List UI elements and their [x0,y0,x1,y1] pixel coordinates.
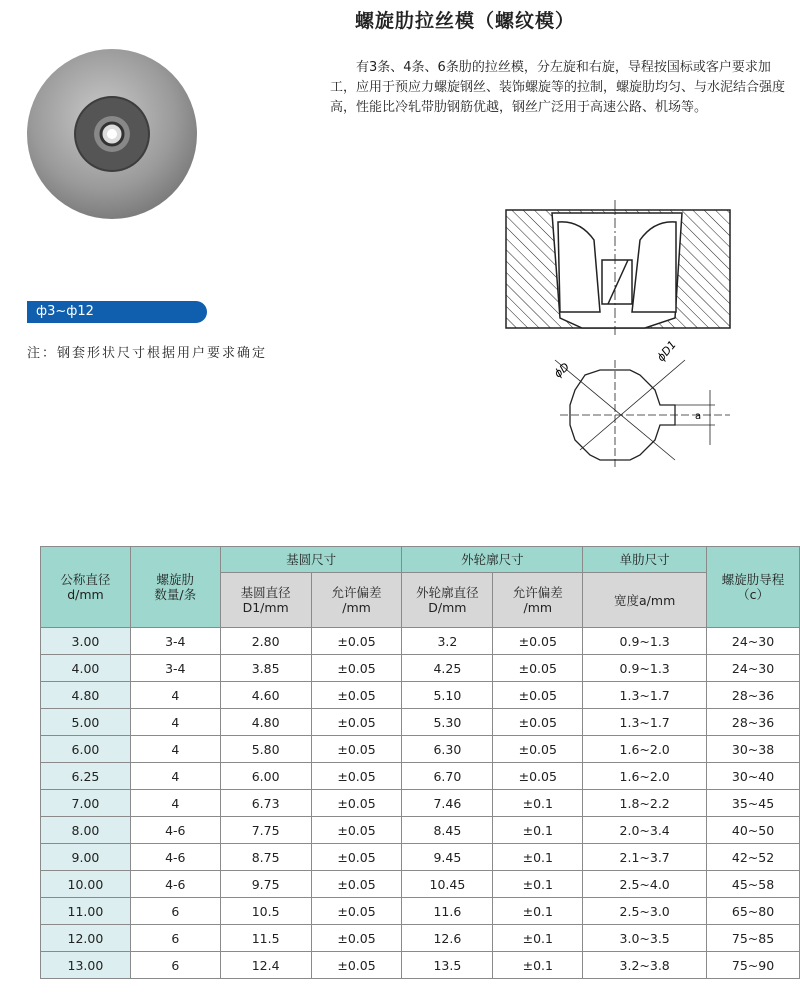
technical-drawing [490,200,740,470]
table-cell: 10.00 [41,871,131,898]
table-cell: ±0.05 [311,790,402,817]
table-cell: ±0.05 [311,628,402,655]
table-row [41,628,800,655]
table-row [41,709,800,736]
spec-table [40,546,800,979]
table-cell: ±0.05 [311,736,402,763]
table-cell: 12.6 [402,925,493,952]
table-cell: ±0.05 [493,709,583,736]
table-cell: 4 [130,709,220,736]
table-cell: 4-6 [130,871,220,898]
table-cell: 42~52 [707,844,800,871]
table-cell: 13.5 [402,952,493,979]
table-cell: 5.30 [402,709,493,736]
header-nominal-diameter: 公称直径 d/mm [41,547,131,628]
table-cell: 4 [130,763,220,790]
die-cross-section [506,200,730,335]
table-cell: 3.85 [220,655,311,682]
table-cell: ±0.1 [493,871,583,898]
table-cell: 3.2 [402,628,493,655]
table-cell: ±0.1 [493,925,583,952]
table-cell: 5.10 [402,682,493,709]
table-cell: 28~36 [707,709,800,736]
table-cell: ±0.05 [311,655,402,682]
table-row [41,844,800,871]
table-cell: 2.80 [220,628,311,655]
table-cell: 0.9~1.3 [583,655,707,682]
table-cell: 3-4 [130,655,220,682]
table-cell: 4-6 [130,844,220,871]
table-cell: 7.75 [220,817,311,844]
die-photo [25,48,200,223]
table-cell: 2.1~3.7 [583,844,707,871]
table-cell: ±0.05 [493,628,583,655]
table-cell: 6 [130,898,220,925]
table-row [41,763,800,790]
table-cell: 2.0~3.4 [583,817,707,844]
table-cell: 9.00 [41,844,131,871]
table-cell: 24~30 [707,628,800,655]
header-lead: 螺旋肋导程 （c） [707,547,800,628]
table-cell: 0.9~1.3 [583,628,707,655]
table-cell: 6.25 [41,763,131,790]
table-cell: 9.75 [220,871,311,898]
table-cell: ±0.1 [493,790,583,817]
header-outer-tolerance: 允许偏差 /mm [493,573,583,628]
table-cell: 6.00 [41,736,131,763]
table-row [41,898,800,925]
header-rib-count: 螺旋肋 数量/条 [130,547,220,628]
table-cell: 3.0~3.5 [583,925,707,952]
table-cell: 10.5 [220,898,311,925]
table-cell: ±0.05 [311,682,402,709]
table-cell: 4 [130,790,220,817]
table-cell: ±0.05 [311,763,402,790]
table-cell: ±0.05 [311,898,402,925]
header-outer-profile: 外轮廓尺寸 [402,547,583,573]
table-cell: 65~80 [707,898,800,925]
table-cell: 11.00 [41,898,131,925]
table-cell: 2.5~4.0 [583,871,707,898]
table-cell: 6 [130,952,220,979]
table-cell: ±0.05 [311,871,402,898]
table-cell: 1.3~1.7 [583,682,707,709]
header-base-d1: 基圆直径 D1/mm [220,573,311,628]
table-row [41,817,800,844]
table-cell: 3.00 [41,628,131,655]
size-range-badge: ф3~ф12 [27,301,207,323]
table-cell: 4 [130,736,220,763]
table-cell: 4-6 [130,817,220,844]
header-width: 宽度a/mm [583,573,707,628]
table-row [41,682,800,709]
table-cell: 4 [130,682,220,709]
table-row [41,925,800,952]
table-cell: 4.00 [41,655,131,682]
table-cell: 5.00 [41,709,131,736]
table-cell: 28~36 [707,682,800,709]
table-cell: 1.3~1.7 [583,709,707,736]
header-outer-d: 外轮廓直径 D/mm [402,573,493,628]
table-cell: 13.00 [41,952,131,979]
table-cell: 4.25 [402,655,493,682]
table-cell: 75~85 [707,925,800,952]
table-cell: ±0.05 [493,736,583,763]
table-cell: ±0.05 [311,817,402,844]
table-cell: 30~40 [707,763,800,790]
table-cell: 7.00 [41,790,131,817]
table-cell: ±0.05 [311,925,402,952]
table-cell: ±0.05 [311,952,402,979]
header-base-tolerance: 允许偏差 /mm [311,573,402,628]
table-cell: 12.4 [220,952,311,979]
table-cell: 45~58 [707,871,800,898]
table-cell: 75~90 [707,952,800,979]
table-cell: 8.75 [220,844,311,871]
table-cell: 6 [130,925,220,952]
profile-view [555,360,730,470]
table-cell: 30~38 [707,736,800,763]
table-cell: 5.80 [220,736,311,763]
table-cell: 2.5~3.0 [583,898,707,925]
table-cell: 4.80 [41,682,131,709]
table-cell: 35~45 [707,790,800,817]
table-cell: 11.5 [220,925,311,952]
table-cell: 3.2~3.8 [583,952,707,979]
page-title: 螺旋肋拉丝模（螺纹模） [354,10,575,32]
table-cell: ±0.1 [493,817,583,844]
label-d: ϕD [551,360,572,381]
header-base-circle: 基圆尺寸 [220,547,402,573]
table-cell: ±0.05 [311,844,402,871]
table-cell: 24~30 [707,655,800,682]
note-text: 注：钢套形状尺寸根据用户要求确定 [27,346,268,361]
table-cell: 1.6~2.0 [583,763,707,790]
table-cell: 1.8~2.2 [583,790,707,817]
table-cell: ±0.1 [493,844,583,871]
table-cell: 4.80 [220,709,311,736]
table-cell: 8.45 [402,817,493,844]
table-cell: 7.46 [402,790,493,817]
table-cell: 1.6~2.0 [583,736,707,763]
header-single-rib: 单肋尺寸 [583,547,707,573]
table-row [41,736,800,763]
table-cell: 3-4 [130,628,220,655]
table-cell: 12.00 [41,925,131,952]
table-cell: 11.6 [402,898,493,925]
table-cell: 6.00 [220,763,311,790]
table-cell: 9.45 [402,844,493,871]
table-cell: 4.60 [220,682,311,709]
label-a: a [695,411,702,422]
table-row [41,655,800,682]
table-cell: 40~50 [707,817,800,844]
table-cell: 6.70 [402,763,493,790]
table-cell: 6.30 [402,736,493,763]
table-cell: 8.00 [41,817,131,844]
table-cell: ±0.05 [493,655,583,682]
table-cell: ±0.1 [493,898,583,925]
table-cell: ±0.05 [493,763,583,790]
table-row [41,952,800,979]
label-d1: ϕD1 [654,338,679,364]
table-row [41,871,800,898]
table-cell: ±0.1 [493,952,583,979]
table-cell: 6.73 [220,790,311,817]
table-cell: ±0.05 [311,709,402,736]
table-cell: 10.45 [402,871,493,898]
table-row [41,790,800,817]
product-description: 有3条、4条、6条肋的拉丝模，分左旋和右旋，导程按国标或客户要求加工，应用于预应力螺旋钢丝、装饰螺旋等的拉制，螺旋肋均匀、与水泥结合强度高，性能比冷轧带肋钢筋优越，钢丝广泛用于高速公路、机场等。 [330,60,786,115]
table-cell: ±0.05 [493,682,583,709]
